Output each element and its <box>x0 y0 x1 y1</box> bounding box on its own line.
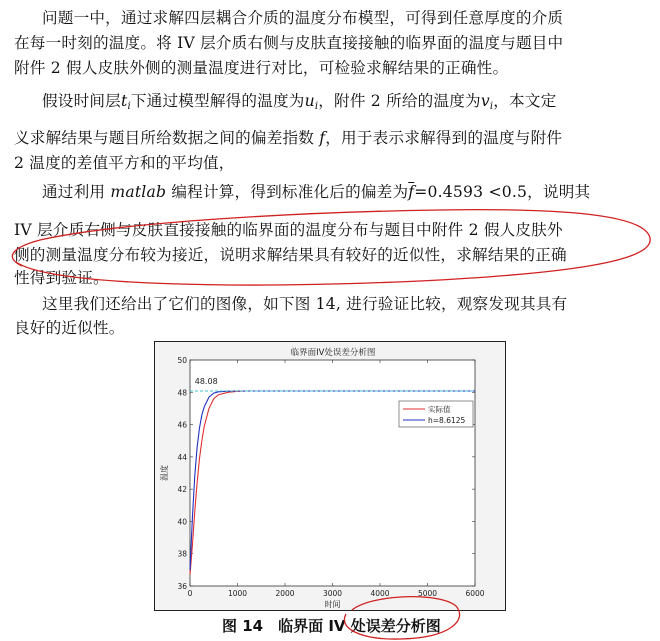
p2-line-1: 假设时间层$t_i$下通过模型解得的温度为$u_i$，附件 2 所给的温度为$v_i$，本文定 <box>42 92 557 112</box>
x-tick-label: 0 <box>187 589 193 598</box>
figure-frame <box>154 341 506 611</box>
y-tick-label: 48 <box>177 388 187 398</box>
y-tick-label: 36 <box>177 582 187 591</box>
legend-label-model: h=8.6125 <box>428 416 466 425</box>
x-tick-label: 1000 <box>227 589 248 598</box>
p1-line-2: 在每一时刻的温度。将 IV 层介质右侧与皮肤直接接触的临界面的温度与题目中 <box>14 34 564 52</box>
p3-line-1: 通过利用 matlab 编程计算，得到标准化后的偏差为$\overline{f}=0.4593 <0.5$，说明其 <box>42 183 591 201</box>
p3-line-3: 侧的测量温度分布较为接近，说明求解结果具有较好的近似性，求解结果的正确 <box>14 246 567 264</box>
y-axis-label: 温度 <box>160 465 169 481</box>
p1-line-1: 问题一中，通过求解四层耦合介质的温度分布模型，可得到任意厚度的介质 <box>42 9 564 27</box>
p2-line-2: 义求解结果与题目所给数据之间的偏差指数 f，用于表示求解得到的温度与附件 <box>14 129 563 147</box>
y-tick-label: 46 <box>177 420 187 430</box>
p4-line-1: 这里我们还给出了它们的图像，如下图 14, 进行验证比较，观察发现其具有 <box>42 295 568 313</box>
chart-legend <box>399 401 473 427</box>
error-analysis-chart <box>155 342 505 610</box>
x-axis-label: 时间 <box>324 600 341 609</box>
p4-line-2: 良好的近似性。 <box>14 319 125 337</box>
value-annotation: 48.08 <box>194 376 218 386</box>
x-tick-label: 4000 <box>370 589 390 598</box>
x-tick-label: 6000 <box>465 589 485 598</box>
x-tick-label: 3000 <box>322 589 343 598</box>
y-tick-label: 42 <box>177 485 187 495</box>
x-tick-label: 2000 <box>275 589 295 598</box>
x-tick-label: 5000 <box>417 589 438 598</box>
p3-line-2: IV 层介质右侧与皮肤直接接触的临界面的温度分布与题目中附件 2 假人皮肤外 <box>14 221 563 239</box>
y-tick-label: 50 <box>177 356 187 365</box>
legend-label-actual: 实际值 <box>428 405 451 414</box>
figure-caption: 图 14 临界面 IV 处误差分析图 <box>222 617 441 635</box>
p3-line-4: 性得到验证。 <box>14 269 109 287</box>
y-tick-label: 44 <box>177 452 187 462</box>
plot-area <box>190 360 475 586</box>
chart-title: 临界面IV处误差分析图 <box>290 348 376 358</box>
p2-line-3: 2 温度的差值平方和的平均值， <box>14 154 235 172</box>
p1-line-3: 附件 2 假人皮肤外侧的测量温度进行对比，可检验求解结果的正确性。 <box>14 59 509 77</box>
y-tick-label: 40 <box>177 517 187 527</box>
y-tick-label: 38 <box>177 549 187 559</box>
